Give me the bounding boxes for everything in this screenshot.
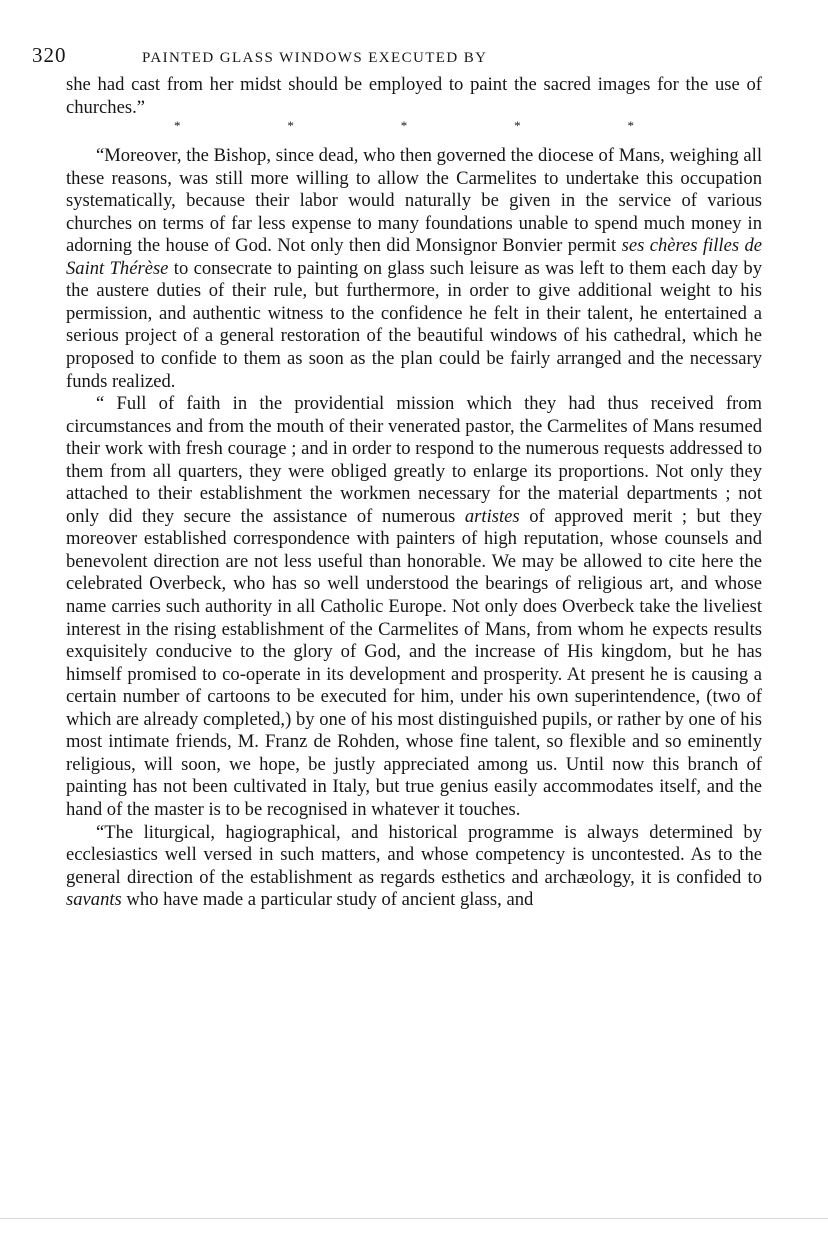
running-title: PAINTED GLASS WINDOWS EXECUTED BY <box>142 50 488 66</box>
paragraph-1: she had cast from her midst should be employed to paint the sacred images for the use of churches.” <box>66 74 762 118</box>
paragraph-3-text-a: “ Full of faith in the providential mission which they had thus received from circumstances and from the mouth of their venerated pastor, the Carmelites of Mans resumed their work with fresh courage ; and in order to respond to the numerous requests addressed to them from all quarters, they were obliged greatly to enlarge its proportions. Not only they attached to their establishment the workmen necessary for the material departments ; not only did they secure the assistance of numerous <box>66 393 762 527</box>
paragraph-2-italic-phrase: ses chères filles de Saint Thérèse <box>66 235 762 279</box>
bottom-rule <box>0 1218 828 1219</box>
paragraph-4 <box>66 822 762 912</box>
separator-star: * <box>287 118 294 134</box>
separator-star: * <box>400 118 408 134</box>
paragraph-4-italic-word: savants <box>66 889 122 911</box>
paragraph-4-text-b: who have made a particular study of ancient glass, and <box>121 889 534 911</box>
page-number: 320 <box>32 43 67 67</box>
book-page <box>32 43 762 912</box>
paragraph-4-text-a: “The liturgical, hagiographical, and historical programme is always determined by ecclesiastics well versed in such matters, and whose competency is uncontested. As to the general direction of the establishment as regards esthetics and archæology, it is confided to <box>66 821 762 888</box>
paragraph-2-text-a: “Moreover, the Bishop, since dead, who then governed the diocese of Mans, weighing all these reasons, was still more willing to allow the Carmelites to undertake this occupation systematically, because their labor would naturally be given in the service of various churches on terms of far less expense to many foundations unable to spend much money in adorning the house of God. Not only then did Monsignor Bonvier permit <box>66 145 762 257</box>
paragraph-2-text-b: to consecrate to painting on glass such leisure as was left to them each day by the austere duties of their rule, but furthermore, in order to give additional weight to his permission, and authentic witness to the confidence he felt in their talent, he entertained a serious project of a general restoration of the beautiful windows of his cathedral, which he proposed to confide to them as soon as the plan could be fairly arranged and the necessary funds realized. <box>66 257 762 392</box>
page-header <box>32 44 762 74</box>
section-separator <box>174 119 634 135</box>
separator-star: * <box>174 118 181 134</box>
separator-star: * <box>514 118 521 134</box>
separator-star: * <box>627 118 634 134</box>
paragraph-3-italic-word: artistes <box>464 505 520 527</box>
paragraph-3-text-b: of approved merit ; but they moreover established correspondence with painters of high reputation, whose counsels and benevolent direction are not less useful than honorable. We may be allowed to cite here the celebrated Overbeck, who has so well understood the bearings of religious art, and whose name carries such authority in all Catholic Europe. Not only does Overbeck take the liveliest interest in the rising establishment of the Carmelites of Mans, from whom he expects results exquisitely conducive to the glory of God, and the increase of His kingdom, but he has himself promised to co-operate in its development and prosperity. At present he is causing a certain number of cartoons to be executed for him, under his own superintendence, (two of which are already completed,) by one of his most distinguished pupils, or rather by one of his most intimate friends, M. Franz de Rohden, whose fine talent, so flexible and so eminently religious, will soon, we hope, be justly appreciated among us. Until now this branch of painting has not been cultivated in Italy, but true genius easily accommodates itself, and the hand of the master is to be recognised in whatever it touches. <box>66 505 762 820</box>
paragraph-2 <box>66 145 762 393</box>
paragraph-3 <box>66 393 762 821</box>
